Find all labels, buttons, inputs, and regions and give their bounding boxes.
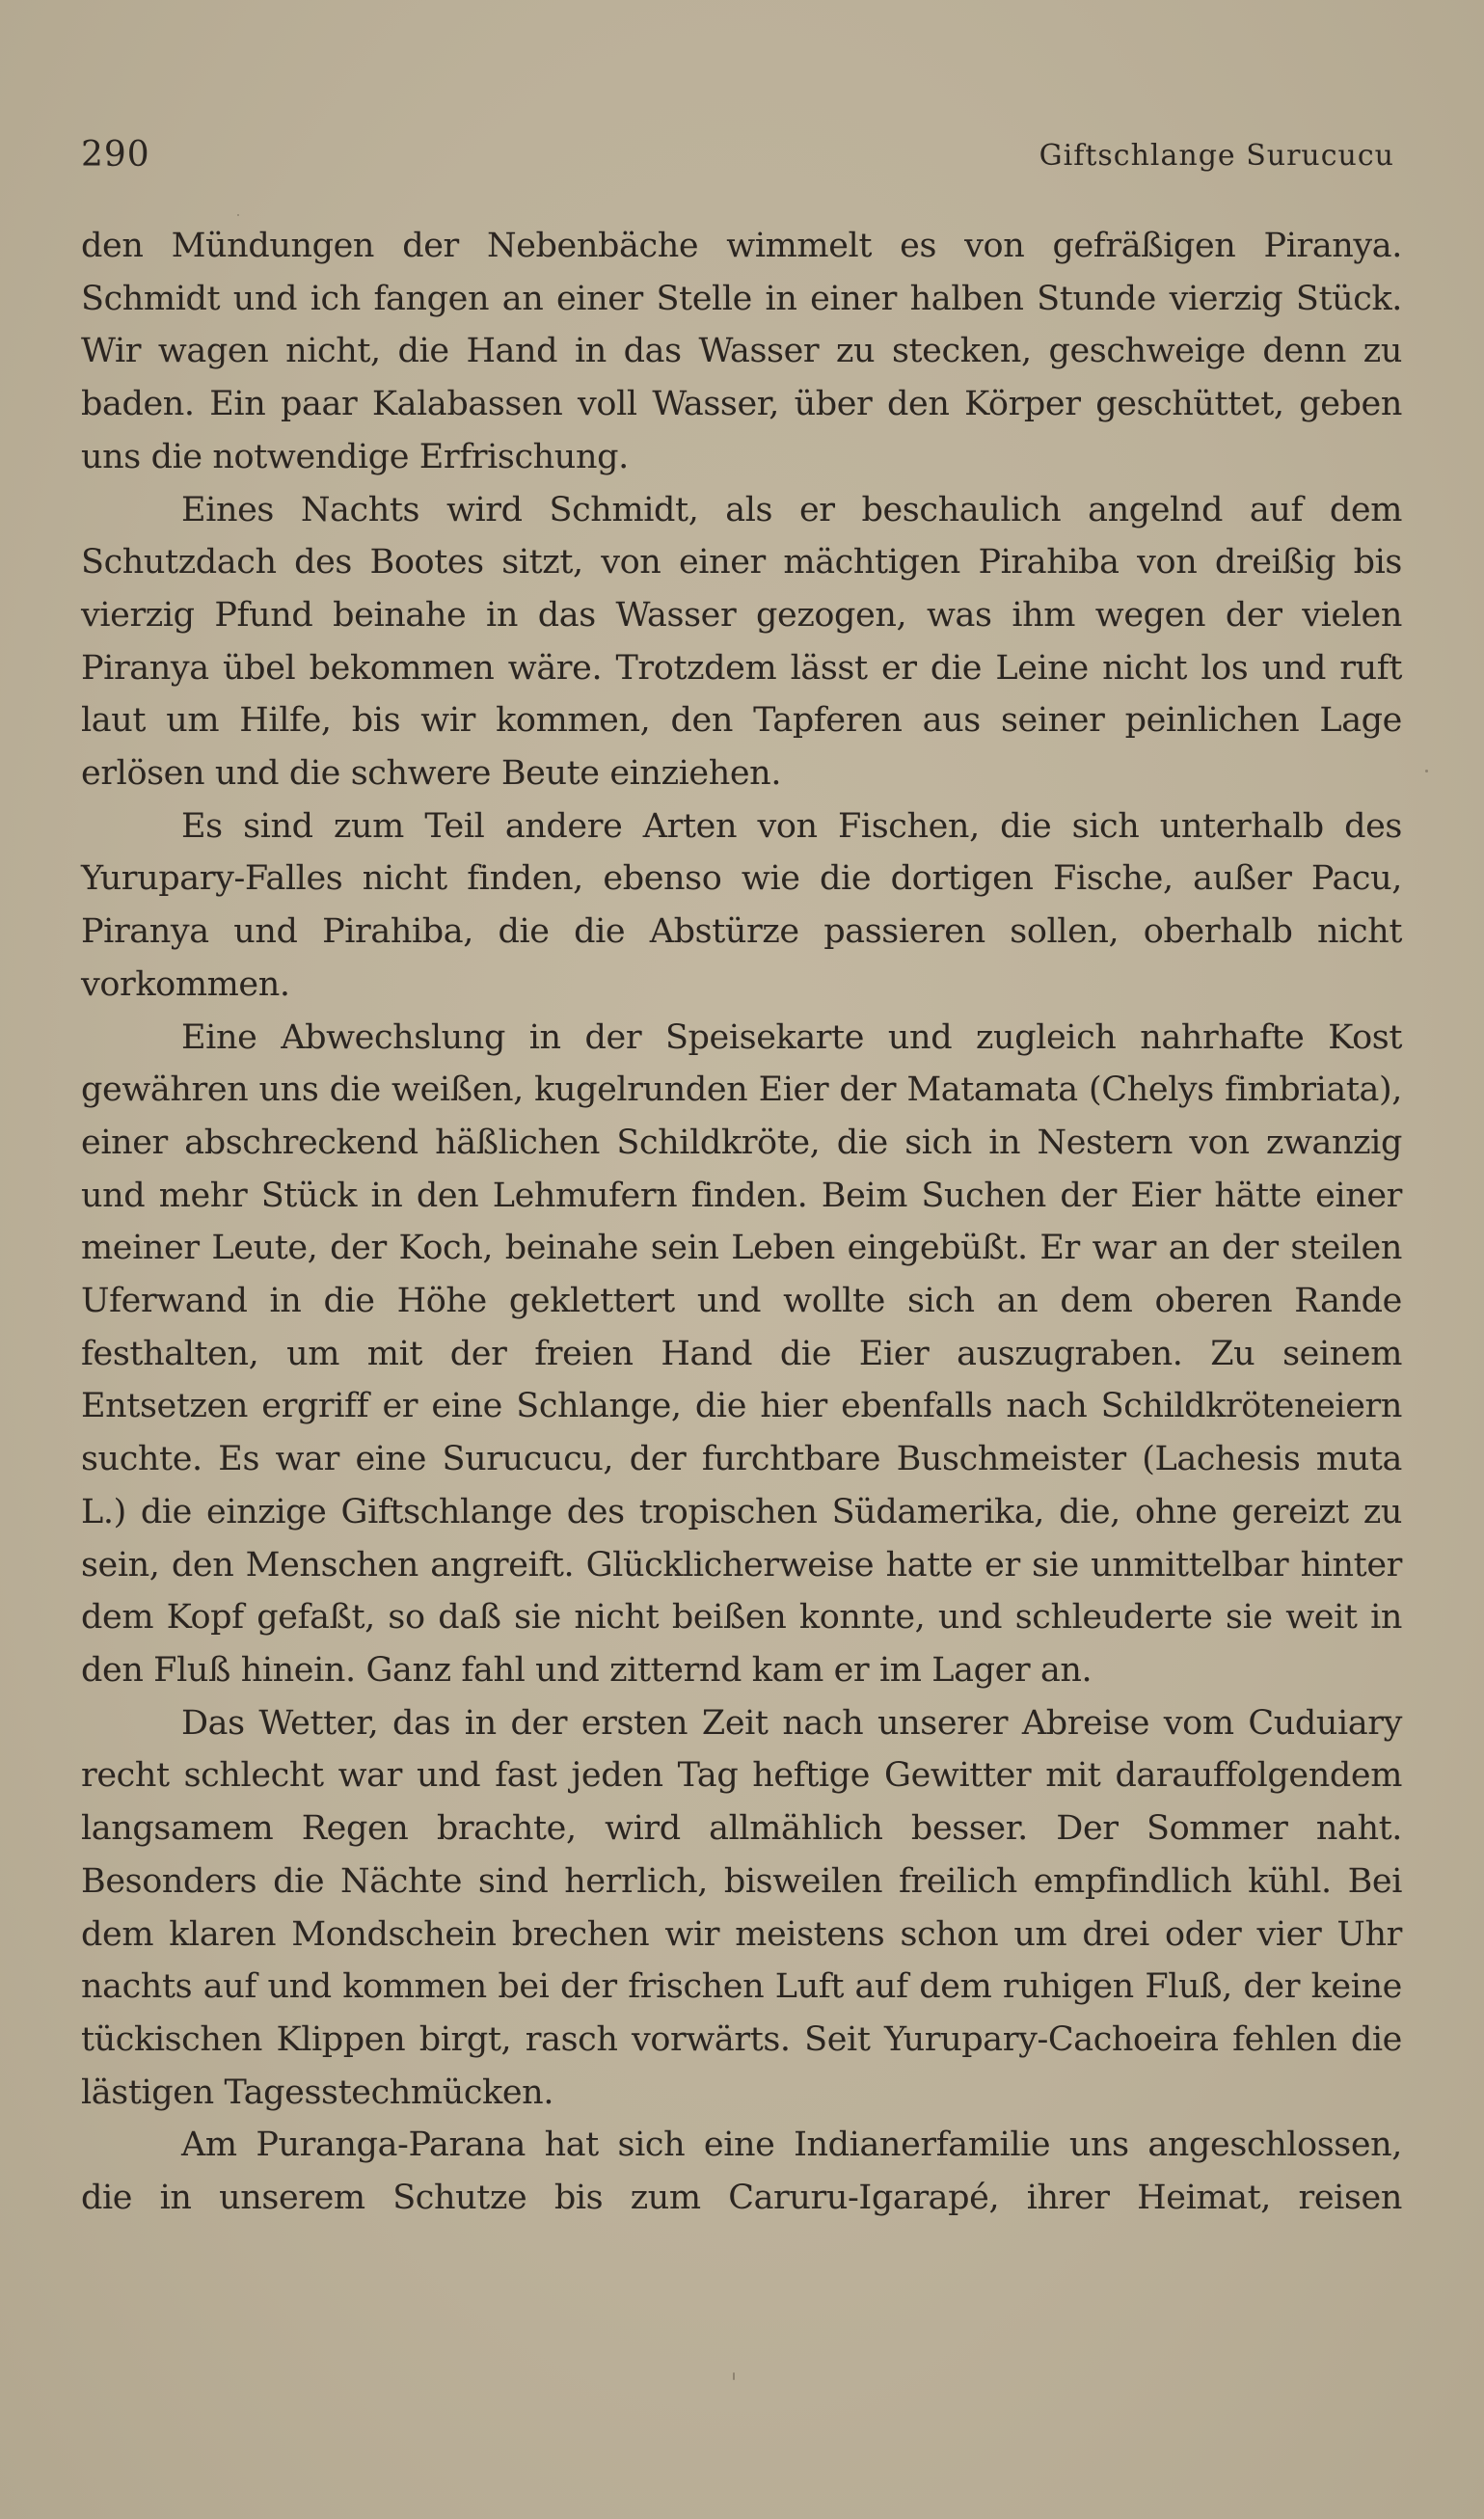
paper-speck	[237, 214, 239, 216]
paragraph-4: Eine Abwechslung in der Speisekarte und zugleich nahrhafte Kost gewähren uns die weißen, kugelrunden Eier der Matamata (Chelys fimbriata), einer abschreckend häßlichen Schildkröte, die sich in Nestern von zwanzig und mehr Stück in den Lehmufern finden. Beim Suchen der Eier hätte einer meiner Leute, der Koch, beinahe sein Leben eingebüßt. Er war an der steilen Uferwand in die Höhe geklettert und wollte sich an dem oberen Rande festhalten, um mit der freien Hand die Eier auszugraben. Zu seinem Entsetzen ergriff er eine Schlange, die hier ebenfalls nach Schildkröteneiern suchte. Es war eine Surucucu, der furchtbare Buschmeister (Lachesis muta L.) die einzige Giftschlange des tropischen Südamerika, die, ohne gereizt zu sein, den Menschen angreift. Glücklicherweise hatte er sie unmittelbar hinter dem Kopf gefaßt, so daß sie nicht beißen konnte, und schleuderte sie weit in den Fluß hinein. Ganz fahl und zitternd kam er im Lager an.	[81, 1017, 1402, 1690]
paragraph-6: Am Puranga-Parana hat sich eine Indianerfamilie uns angeschlossen, die in unserem Schutze bis zum Caruru-Igarapé, ihrer Heimat, reisen	[81, 2126, 1402, 2218]
paragraph-3: Es sind zum Teil andere Arten von Fischen, die sich unterhalb des Yurupary-Falles nicht finden, ebenso wie die dortigen Fische, außer Pacu, Piranya und Pirahiba, die die Abstürze passieren sollen, oberhalb nicht vorkommen.	[81, 806, 1402, 1004]
page-number: 290	[81, 135, 150, 175]
page-header	[81, 135, 1394, 181]
running-title: Giftschlange Surucucu	[1039, 139, 1394, 173]
paragraph-5: Das Wetter, das in der ersten Zeit nach unserer Abreise vom Cuduiary recht schlecht war und fast jeden Tag heftige Gewitter mit darauffolgendem langsamem Regen brachte, wird allmählich besser. Der Sommer naht. Besonders die Nächte sind herrlich, bisweilen freilich empfindlich kühl. Bei dem klaren Mondschein brechen wir meistens schon um drei oder vier Uhr nachts auf und kommen bei der frischen Luft auf dem ruhigen Fluß, der keine tückischen Klippen birgt, rasch vorwärts. Seit Yurupary-Cachoeira fehlen die lästigen Tagesstechmücken.	[81, 1703, 1402, 2112]
paper-speck	[1425, 770, 1428, 772]
paragraph-2: Eines Nachts wird Schmidt, als er beschaulich angelnd auf dem Schutzdach des Bootes sitzt, von einer mächtigen Pirahiba von dreißig bis vierzig Pfund beinahe in das Wasser gezogen, was ihm wegen der vielen Piranya übel bekommen wäre. Trotzdem lässt er die Leine nicht los und ruft laut um Hilfe, bis wir kommen, den Tapferen aus seiner peinlichen Lage erlösen und die schwere Beute einziehen.	[81, 490, 1402, 794]
paragraph-1: den Mündungen der Nebenbäche wimmelt es von gefräßigen Piranya. Schmidt und ich fangen an einer Stelle in einer halben Stunde vierzig Stück. Wir wagen nicht, die Hand in das Wasser zu stecken, geschweige denn zu baden. Ein paar Kalabassen voll Wasser, über den Körper geschüttet, geben uns die notwendige Erfrischung.	[81, 227, 1402, 476]
body-text	[81, 220, 1402, 2225]
paper-speck	[733, 2372, 735, 2380]
